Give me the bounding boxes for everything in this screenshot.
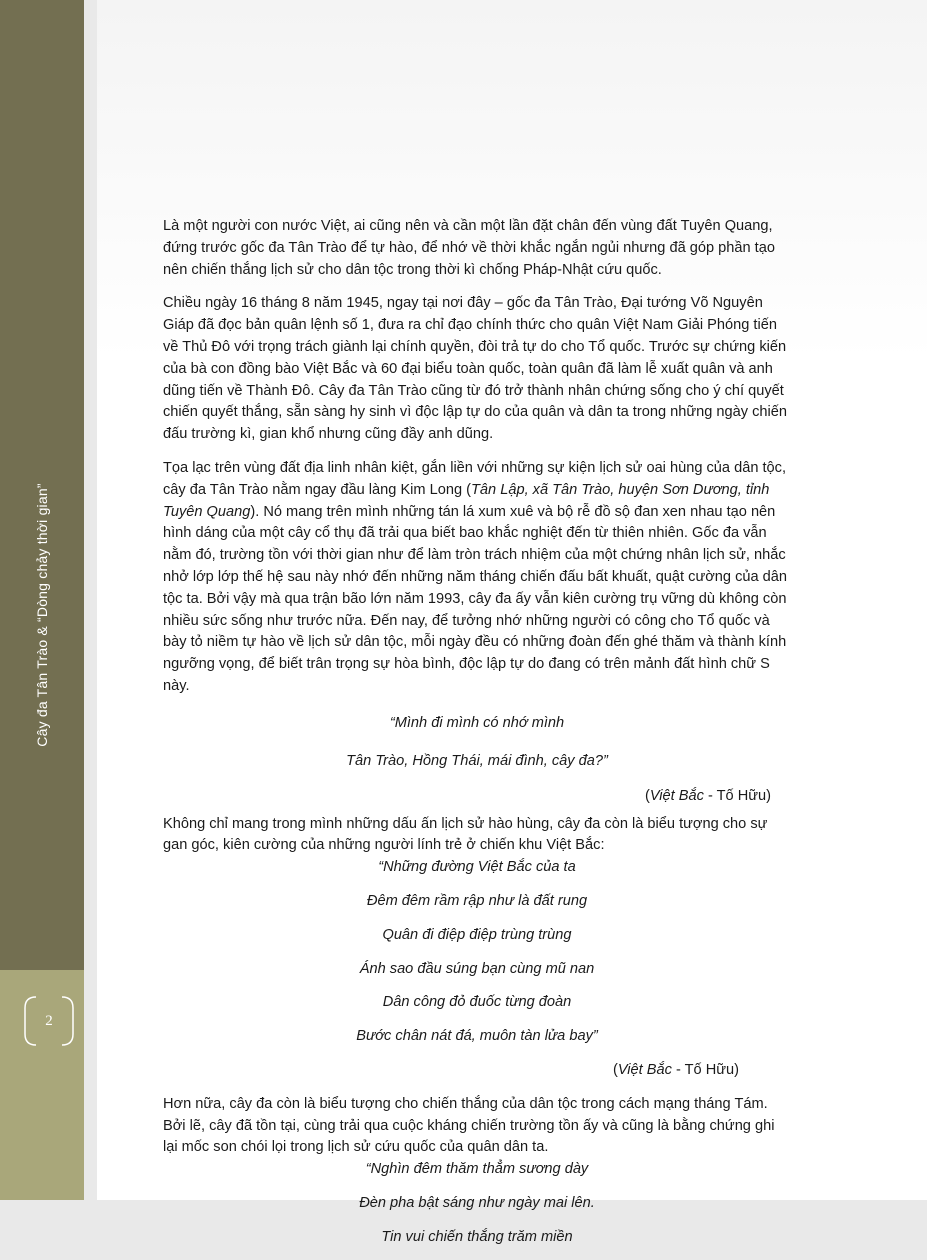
poem-line: Tân Trào, Hồng Thái, mái đình, cây đa?” [346, 752, 608, 769]
paragraph-3-text-a: Tọa lạc trên vùng đất địa linh nhân kiệt, gắn liền với những sự kiện lịch sử oai hùng của dân tộc, cây đa Tân Trào nằm ngay đầu làng Kim Long ( [163, 459, 787, 498]
poem-line: Dân công đỏ đuốc từng đoàn [382, 994, 572, 1011]
article-body [163, 216, 791, 1260]
poem-line: Đèn pha bật sáng như ngày mai lên. [359, 1194, 595, 1211]
page-number-badge [22, 996, 76, 1046]
paragraph-1: Là một người con nước Việt, ai cũng nên và cần một lần đặt chân đến vùng đất Tuyên Quang, đứng trước gốc đa Tân Trào để tự hào, để nhớ về thời khắc ngắn ngủi nhưng đã góp phần tạo nên chiến thắng lịch sử cho dân tộc trong thời kì chống Pháp-Nhật cứu quốc. [163, 218, 775, 278]
paragraph-4: Không chỉ mang trong mình những dấu ấn lịch sử hào hùng, cây đa còn là biểu tượng cho sự gan góc, kiên cường của những người lính trẻ ở chiến khu Việt Bắc: [163, 815, 768, 854]
poem-line: “Nghìn đêm thăm thẳm sương dày [365, 1161, 589, 1178]
poem-line: Bước chân nát đá, muôn tàn lửa bay” [356, 1028, 598, 1045]
poem-line: Tin vui chiến thắng trăm miền [381, 1228, 573, 1245]
poem-attribution-2: (Việt Bắc - Tố Hữu) [612, 1061, 739, 1078]
paragraph-3-text-b: ). Nó mang trên mình những tán lá xum xuê và bộ rễ đồ sộ đan xen nhau tạo nên hình dáng của một cây cổ thụ đã trải qua biết bao khắc nghiệt đến từ thiên nhiên. Gốc đa vẫn nằm đó, trường tồn với thời gian như để làm tròn trách nhiệm của một chứng nhân lịch sử, nhắc nhở lớp lớp thế hệ sau này nhớ đến những năm tháng chiến đấu bất khuất, quật cường của dân tộc ta. Bởi vậy mà qua trận bão lớn năm 1993, cây đa ấy vẫn kiên cường trụ vững dù không còn nhiều sức sống như trước nữa. Đến nay, để tưởng nhớ những người có công cho Tổ quốc và bày tỏ niềm tự hào về lịch sử dân tộc, mỗi ngày đều có những đoàn đến ghé thăm và thành kính ngưỡng vọng, để biết trân trọng sự hòa bình, độc lập tự do đang có trên mảnh đất hình chữ S này. [163, 503, 788, 694]
paragraph-2: Chiều ngày 16 tháng 8 năm 1945, ngay tại nơi đây – gốc đa Tân Trào, Đại tướng Võ Nguyên Giáp đã đọc bản quân lệnh số 1, đưa ra chỉ đạo chính thức cho quân Việt Nam Giải Phóng tiến về Thủ Đô với trọng trách giành lại chính quyền, đòi trả tự do cho Tổ quốc. Trước sự chứng kiến của bà con đồng bào Việt Bắc và 60 đại biểu toàn quốc, toàn quân đã làm lễ xuất quân và anh dũng tiến về Thành Đô. Cây đa Tân Trào cũng từ đó trở thành nhân chứng sống cho ý chí quyết chiến quyết thắng, sẵn sàng hy sinh vì độc lập tự do của quân và dân ta trong những ngày chiến đấu trường kì, gian khổ nhưng cũng đầy anh dũng. [163, 295, 787, 443]
location-italic: Tân Lập, xã Tân Trào, huyện Sơn Dương, tỉnh Tuyên Quang [163, 481, 770, 520]
attribution-author: - Tố Hữu) [703, 787, 771, 804]
page-number: 2 [45, 1013, 53, 1029]
poem-quote-2 [163, 857, 791, 1048]
poem-line: “Mình đi mình có nhớ mình [389, 714, 565, 731]
poem-line: Ánh sao đầu súng bạn cùng mũ nan [359, 960, 595, 977]
poem-line: “Những đường Việt Bắc của ta [378, 859, 576, 876]
paragraph-5: Hơn nữa, cây đa còn là biểu tượng cho chiến thắng của dân tộc trong cách mạng tháng Tám. Bởi lẽ, cây đã tồn tại, cùng trải qua cuộc kháng chiến trường tồn ấy và cũng là bằng chứng ghi lại mốc son chói lọi trong lịch sử cứu quốc của quân dân ta. [163, 1095, 775, 1156]
poem-line: Đêm đêm rầm rập như là đất rung [366, 892, 588, 909]
poem-quote-3 [163, 1159, 791, 1248]
attribution-work: Việt Bắc [649, 787, 704, 804]
paragraph-3 [163, 458, 791, 698]
book-title-vertical: Cây đa Tân Trào & “Dòng chảy thời gian” [34, 483, 50, 747]
attribution-work: Việt Bắc [617, 1061, 672, 1078]
poem-attribution-1: (Việt Bắc - Tố Hữu) [644, 787, 771, 804]
poem-line: Quân đi điệp điệp trùng trùng [382, 926, 572, 943]
attribution-author: - Tố Hữu) [671, 1061, 739, 1078]
poem-quote-1 [163, 710, 791, 774]
